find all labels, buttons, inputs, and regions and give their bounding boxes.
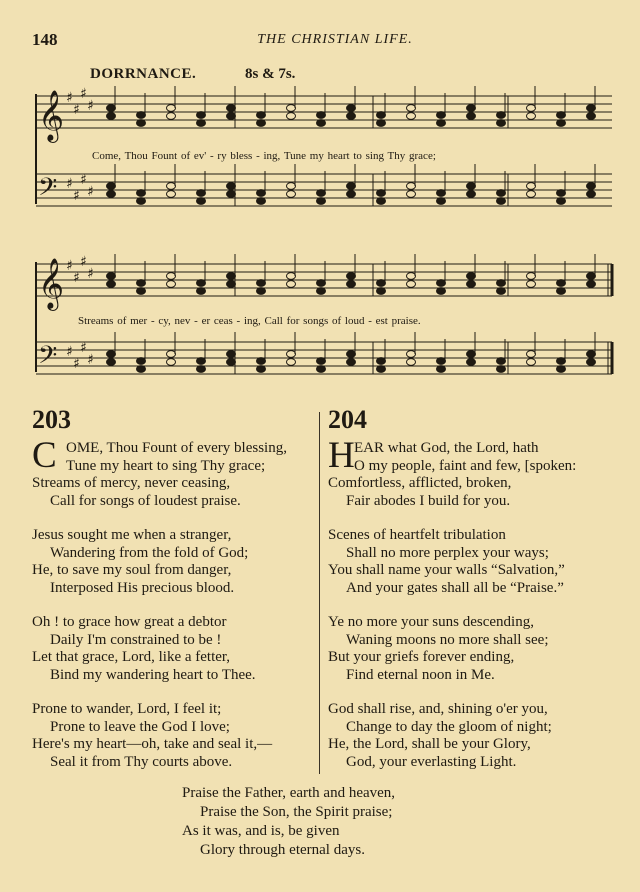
note-head (497, 280, 506, 287)
note-head (587, 183, 596, 190)
verse-line: He, to save my soul from danger, (32, 562, 232, 578)
note-head (227, 105, 236, 112)
note-head (347, 351, 356, 358)
note-head (257, 288, 266, 295)
note-head (167, 359, 176, 366)
note-head (437, 120, 446, 127)
note-head (497, 190, 506, 197)
verse-line: Streams of mercy, never ceasing, (32, 475, 231, 491)
note-head (107, 183, 116, 190)
note-head (167, 113, 176, 120)
sharp-icon: ♯ (73, 356, 80, 372)
note-head (257, 198, 266, 205)
note-head (317, 198, 326, 205)
note-head (347, 183, 356, 190)
note-head (587, 273, 596, 280)
sharp-icon: ♯ (66, 258, 73, 274)
note-head (137, 366, 146, 373)
verse-line: But your griefs forever ending, (328, 649, 515, 665)
verse-line: Find eternal noon in Me. (346, 666, 495, 683)
note-head (407, 281, 416, 288)
treble-clef-icon: 𝄞 (38, 258, 65, 309)
sharp-icon: ♯ (87, 266, 94, 282)
note-head (527, 359, 536, 366)
note-head (497, 112, 506, 119)
note-head (557, 358, 566, 365)
hymn-203-text (32, 435, 287, 788)
doxology-line: Praise the Son, the Spirit praise; (200, 804, 393, 820)
note-head (497, 366, 506, 373)
note-head (377, 190, 386, 197)
treble-clef-icon: 𝄞 (38, 90, 65, 141)
note-head (467, 105, 476, 112)
note-head (167, 351, 176, 358)
note-head (197, 366, 206, 373)
verse-line: And your gates shall all be “Praise.” (346, 579, 564, 596)
note-head (257, 366, 266, 373)
tune-meter: 8s & 7s. (245, 66, 296, 82)
doxology-line: Glory through eternal days. (200, 842, 365, 858)
sharp-icon: ♯ (80, 340, 87, 356)
verse-line: Tune my heart to sing Thy grace; (66, 457, 266, 474)
sharp-icon: ♯ (87, 98, 94, 114)
note-head (107, 281, 116, 288)
note-head (437, 190, 446, 197)
column-divider (319, 412, 320, 774)
tune-lyrics-line-1: Come, Thou Fount of ev' - ry bless - ing, Tune my heart to sing Thy grace; (92, 150, 436, 162)
verse-line: OME, Thou Fount of every blessing, (66, 440, 287, 456)
note-head (317, 280, 326, 287)
note-head (257, 190, 266, 197)
note-head (377, 198, 386, 205)
note-head (377, 358, 386, 365)
sharp-icon: ♯ (80, 254, 87, 270)
verse-line: Bind my wandering heart to Thee. (50, 666, 256, 683)
note-head (377, 280, 386, 287)
sharp-icon: ♯ (66, 176, 73, 192)
verse-line: Here's my heart—oh, take and seal it,— (32, 736, 273, 752)
note-head (437, 358, 446, 365)
stanza (328, 614, 576, 684)
verse-line: Daily I'm constrained to be ! (50, 631, 222, 648)
verse-line: God shall rise, and, shining o'er you, (328, 701, 548, 717)
stanza (32, 614, 287, 684)
note-head (257, 112, 266, 119)
bass-staff (36, 164, 612, 208)
bass-staff (36, 332, 612, 376)
note-head (467, 273, 476, 280)
verse-line: Shall no more perplex your ways; (346, 544, 549, 561)
verse-line: Call for songs of loudest praise. (50, 492, 241, 509)
verse-line: Wandering from the fold of God; (50, 544, 249, 561)
note-head (437, 112, 446, 119)
note-head (197, 112, 206, 119)
tune-name: DORRNANCE. (90, 66, 197, 82)
note-head (137, 288, 146, 295)
note-head (407, 359, 416, 366)
sharp-icon: ♯ (87, 184, 94, 200)
note-head (557, 198, 566, 205)
note-head (227, 183, 236, 190)
note-head (257, 358, 266, 365)
note-head (437, 198, 446, 205)
running-title: THE CHRISTIAN LIFE. (257, 32, 413, 47)
note-head (257, 280, 266, 287)
note-head (167, 105, 176, 112)
doxology-line: As it was, and is, be given (182, 823, 340, 839)
sharp-icon: ♯ (73, 102, 80, 118)
note-head (407, 351, 416, 358)
note-head (557, 288, 566, 295)
stanza (32, 435, 287, 510)
note-head (377, 120, 386, 127)
note-head (107, 273, 116, 280)
note-head (407, 113, 416, 120)
note-head (227, 351, 236, 358)
sharp-icon: ♯ (66, 344, 73, 360)
note-head (137, 112, 146, 119)
note-head (197, 120, 206, 127)
bass-clef-icon: 𝄢 (38, 341, 58, 376)
doxology-line: Praise the Father, earth and heaven, (182, 785, 396, 801)
note-head (437, 288, 446, 295)
note-head (347, 273, 356, 280)
note-head (287, 105, 296, 112)
note-head (317, 120, 326, 127)
note-head (227, 359, 236, 366)
note-head (407, 273, 416, 280)
note-head (527, 351, 536, 358)
note-head (347, 191, 356, 198)
note-head (317, 366, 326, 373)
verse-line: Seal it from Thy courts above. (50, 753, 233, 770)
stanza (328, 435, 577, 510)
note-head (197, 190, 206, 197)
note-head (587, 113, 596, 120)
stanza (32, 701, 287, 771)
verse-line: Let that grace, Lord, like a fetter, (32, 649, 231, 665)
hymn-number: 204 (328, 405, 367, 434)
note-head (137, 190, 146, 197)
treble-staff (36, 86, 612, 143)
note-head (107, 105, 116, 112)
note-head (527, 183, 536, 190)
note-head (167, 273, 176, 280)
note-head (527, 273, 536, 280)
note-head (467, 113, 476, 120)
note-head (377, 112, 386, 119)
verse-line: You shall name your walls “Salvation,” (328, 562, 565, 578)
note-head (137, 358, 146, 365)
doxology (182, 784, 395, 860)
note-head (557, 120, 566, 127)
verse-line: Prone to leave the God I love; (50, 718, 230, 735)
note-head (407, 105, 416, 112)
note-head (587, 105, 596, 112)
note-head (137, 198, 146, 205)
note-head (287, 351, 296, 358)
note-head (467, 183, 476, 190)
note-head (557, 366, 566, 373)
note-head (167, 281, 176, 288)
bass-clef-icon: 𝄢 (38, 173, 58, 208)
note-head (197, 288, 206, 295)
note-head (437, 366, 446, 373)
note-head (557, 190, 566, 197)
note-head (317, 288, 326, 295)
stanza (328, 527, 576, 597)
verse-line: Scenes of heartfelt tribulation (328, 527, 506, 543)
note-head (227, 113, 236, 120)
note-head (527, 113, 536, 120)
sharp-icon: ♯ (80, 86, 87, 102)
stanza (32, 527, 287, 597)
sharp-icon: ♯ (73, 270, 80, 286)
note-head (167, 191, 176, 198)
note-head (347, 359, 356, 366)
verse-line: Ye no more your suns descending, (328, 614, 534, 630)
note-head (497, 288, 506, 295)
note-head (107, 359, 116, 366)
note-head (257, 120, 266, 127)
note-head (287, 113, 296, 120)
note-head (587, 351, 596, 358)
verse-line: God, your everlasting Light. (346, 753, 517, 770)
note-head (197, 358, 206, 365)
note-head (557, 112, 566, 119)
note-head (497, 358, 506, 365)
note-head (587, 359, 596, 366)
note-head (287, 281, 296, 288)
drop-cap: C (32, 435, 57, 476)
note-head (497, 198, 506, 205)
note-head (467, 191, 476, 198)
tune-lyrics-line-2: Streams of mer - cy, nev - er ceas - ing, Call for songs of loud - est praise. (78, 315, 421, 327)
note-head (137, 280, 146, 287)
verse-line: O my people, faint and few, [spoken: (354, 457, 577, 474)
note-head (377, 288, 386, 295)
note-head (347, 105, 356, 112)
drop-cap: H (328, 435, 355, 476)
verse-line: He, the Lord, shall be your Glory, (328, 736, 531, 752)
note-head (347, 113, 356, 120)
verse-line: Interposed His precious blood. (50, 579, 235, 596)
note-head (467, 359, 476, 366)
note-head (557, 280, 566, 287)
note-head (137, 120, 146, 127)
note-head (407, 183, 416, 190)
note-head (227, 281, 236, 288)
note-head (587, 281, 596, 288)
sharp-icon: ♯ (87, 352, 94, 368)
verse-line: Jesus sought me when a stranger, (32, 527, 232, 543)
note-head (197, 280, 206, 287)
note-head (317, 190, 326, 197)
verse-line: EAR what God, the Lord, hath (354, 440, 539, 456)
sharp-icon: ♯ (66, 90, 73, 106)
note-head (317, 358, 326, 365)
hymn-204-text (328, 435, 577, 788)
note-head (347, 281, 356, 288)
note-head (407, 191, 416, 198)
verse-line: Prone to wander, Lord, I feel it; (32, 701, 222, 717)
note-head (227, 191, 236, 198)
note-head (107, 191, 116, 198)
note-head (317, 112, 326, 119)
note-head (287, 359, 296, 366)
note-head (287, 183, 296, 190)
treble-staff (36, 254, 612, 311)
hymn-number: 203 (32, 405, 71, 434)
note-head (437, 280, 446, 287)
note-head (167, 183, 176, 190)
verse-line: Comfortless, afflicted, broken, (328, 475, 512, 491)
verse-line: Change to day the gloom of night; (346, 718, 552, 735)
sharp-icon: ♯ (80, 172, 87, 188)
note-head (527, 281, 536, 288)
note-head (497, 120, 506, 127)
note-head (227, 273, 236, 280)
sharp-icon: ♯ (73, 188, 80, 204)
page-number: 148 (32, 30, 58, 49)
note-head (527, 191, 536, 198)
note-head (377, 366, 386, 373)
note-head (287, 191, 296, 198)
verse-line: Waning moons no more shall see; (346, 631, 549, 648)
note-head (587, 191, 596, 198)
note-head (107, 113, 116, 120)
note-head (287, 273, 296, 280)
note-head (197, 198, 206, 205)
note-head (467, 281, 476, 288)
note-head (467, 351, 476, 358)
verse-line: Oh ! to grace how great a debtor (32, 614, 227, 630)
stanza (328, 701, 576, 771)
note-head (107, 351, 116, 358)
note-head (527, 105, 536, 112)
verse-line: Fair abodes I build for you. (346, 492, 511, 509)
